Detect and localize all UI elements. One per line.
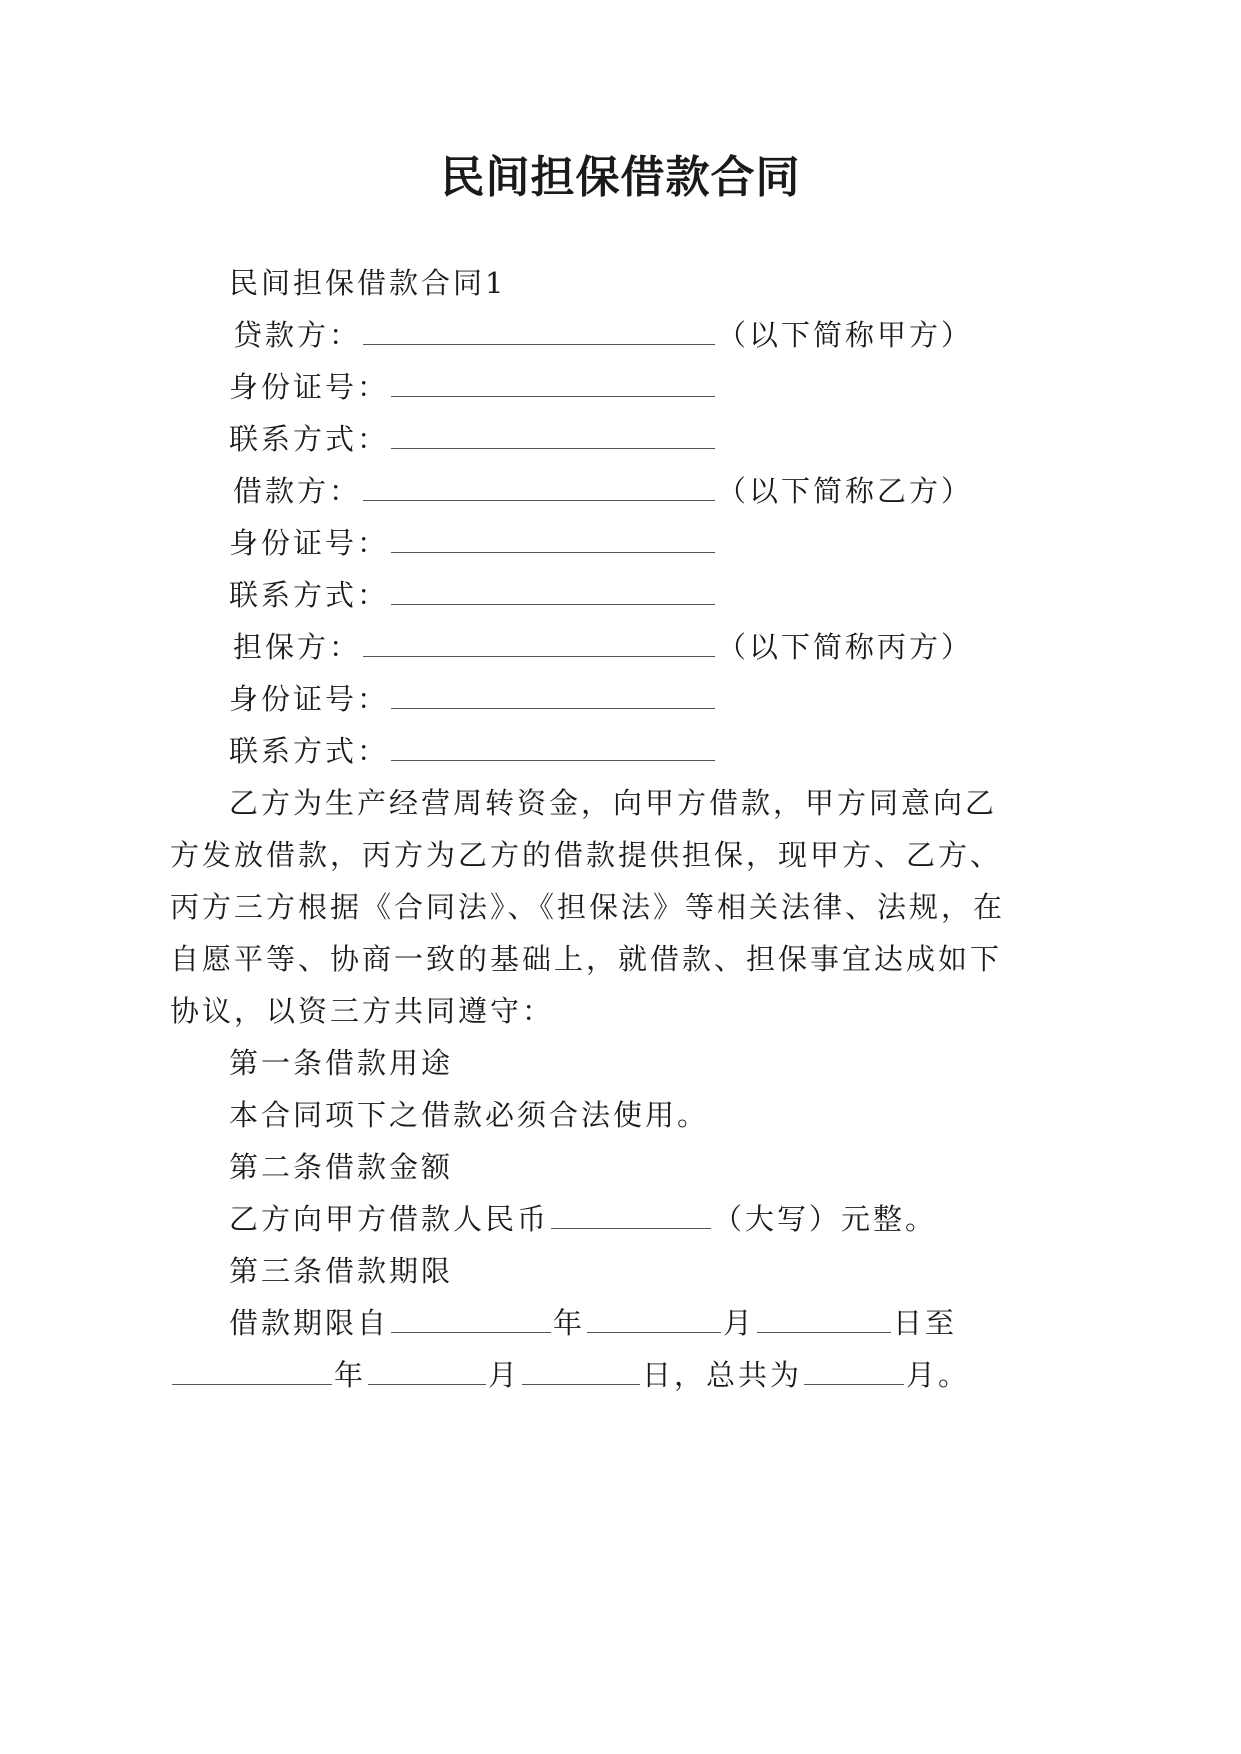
guarantor-contact-label: 联系方式： [229, 734, 390, 768]
end-year-blank [172, 1360, 332, 1385]
day-total-label: 日，总共为 [642, 1358, 803, 1392]
document-title: 民间担保借款合同 [440, 152, 801, 203]
borrower-name-blank [363, 476, 715, 501]
loan-amount-blank [551, 1204, 711, 1229]
borrower-note: （以下简称乙方） [717, 474, 974, 508]
borrower-id-line [229, 523, 717, 563]
borrower-id-blank [391, 528, 715, 553]
guarantor-contact-line [229, 731, 717, 771]
preamble-line: 方发放借款，丙方为乙方的借款提供担保，现甲方、乙方、 [170, 838, 1003, 872]
end-day-blank [522, 1360, 640, 1385]
guarantor-note: （以下简称丙方） [717, 630, 974, 664]
guarantor-contact-blank [391, 736, 715, 761]
total-months-blank [804, 1360, 904, 1385]
article-1-body: 本合同项下之借款必须合法使用。 [229, 1098, 710, 1132]
guarantor-label: 担保方： [233, 630, 362, 664]
term-start-prefix: 借款期限自 [229, 1306, 390, 1340]
borrower-label: 借款方： [233, 474, 362, 508]
article-2-body [229, 1199, 937, 1239]
article-2-title: 第二条借款金额 [229, 1150, 454, 1184]
guarantor-line [233, 627, 973, 667]
preamble-line: 自愿平等、协商一致的基础上，就借款、担保事宜达成如下 [170, 942, 1003, 976]
day-to-label: 日至 [893, 1306, 958, 1340]
article-2-suffix: （大写）元整。 [713, 1202, 938, 1236]
article-3-line-2 [170, 1355, 970, 1395]
guarantor-id-blank [391, 684, 715, 709]
year-label: 年 [334, 1358, 367, 1392]
lender-contact-blank [391, 424, 715, 449]
year-label: 年 [553, 1306, 586, 1340]
article-2-prefix: 乙方向甲方借款人民币 [229, 1202, 550, 1236]
lender-id-line [229, 367, 717, 407]
month-end-label: 月。 [906, 1358, 971, 1392]
contract-subtitle: 民间担保借款合同1 [229, 266, 507, 300]
lender-id-label: 身份证号： [229, 370, 390, 404]
lender-contact-line [229, 419, 717, 459]
article-3-title: 第三条借款期限 [229, 1254, 454, 1288]
preamble-line: 协议，以资三方共同遵守： [170, 994, 555, 1028]
lender-note: （以下简称甲方） [717, 318, 974, 352]
borrower-line [233, 471, 973, 511]
borrower-contact-label: 联系方式： [229, 578, 390, 612]
lender-id-blank [391, 372, 715, 397]
lender-name-blank [363, 320, 715, 345]
lender-label: 贷款方： [233, 318, 362, 352]
lender-contact-label: 联系方式： [229, 422, 390, 456]
end-month-blank [368, 1360, 486, 1385]
article-3-line-1 [229, 1303, 957, 1343]
borrower-id-label: 身份证号： [229, 526, 390, 560]
article-1-title: 第一条借款用途 [229, 1046, 454, 1080]
guarantor-id-label: 身份证号： [229, 682, 390, 716]
borrower-contact-line [229, 575, 717, 615]
start-month-blank [587, 1308, 721, 1333]
guarantor-id-line [229, 679, 717, 719]
borrower-contact-blank [391, 580, 715, 605]
start-day-blank [757, 1308, 891, 1333]
preamble-line: 丙方三方根据《合同法》、《担保法》等相关法律、法规，在 [170, 890, 1006, 924]
preamble-line: 乙方为生产经营周转资金，向甲方借款，甲方同意向乙 [229, 786, 998, 820]
lender-line [233, 315, 973, 355]
start-year-blank [391, 1308, 551, 1333]
month-label: 月 [488, 1358, 521, 1392]
guarantor-name-blank [363, 632, 715, 657]
month-label: 月 [723, 1306, 756, 1340]
